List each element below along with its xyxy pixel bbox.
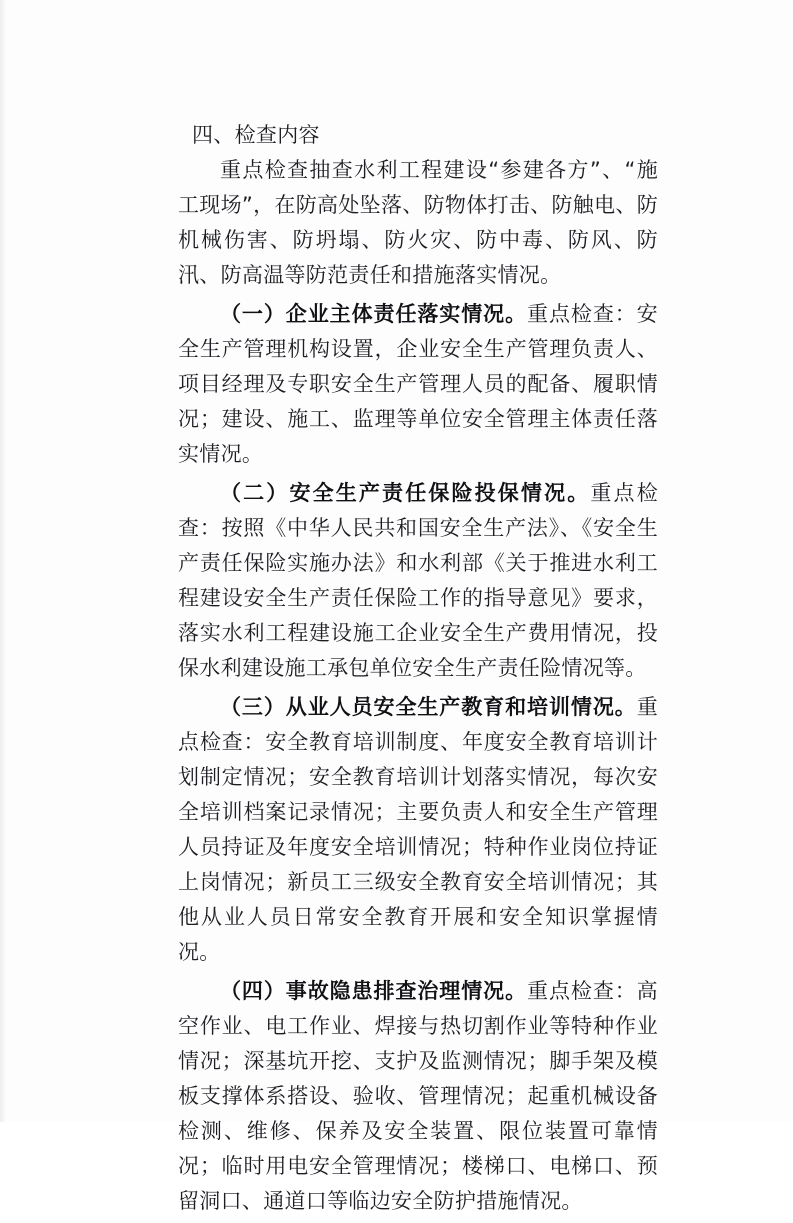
section-1-paragraph: [178, 297, 658, 472]
intro-paragraph: 重点检查抽查水利工程建设“参建各方”、“施工现场”，在防高处坠落、防物体打击、防触电、防机械伤害、防坍塌、防火灾、防中毒、防风、防汛、防高温等防范责任和措施落实情况。: [178, 158, 658, 287]
section-heading: 四、检查内容: [192, 123, 320, 147]
section-2-title: （二）安全生产责任保险投保情况。: [220, 481, 591, 505]
section-2-body: 重点检查：按照《中华人民共和国安全生产法》、《安全生产责任保险实施办法》和水利部《关于推进水利工程建设安全生产责任保险工作的指导意见》要求，落实水利工程建设施工企业安全生产费用情况，投保水利建设施工承包单位安全生产责任险情况等。: [178, 481, 658, 680]
section-2-paragraph: [178, 476, 658, 686]
section-3-body: 重点检查：安全教育培训制度、年度安全教育培训计划制定情况；安全教育培训计划落实情况，每次安全培训档案记录情况；主要负责人和安全生产管理人员持证及年度安全培训情况；特种作业岗位持证上岗情况；新员工三级安全教育安全培训情况；其他从业人员日常安全教育开展和安全知识掌握情况。: [178, 695, 658, 964]
section-1-title: （一）企业主体责任落实情况。: [220, 302, 528, 326]
document-body: [178, 118, 658, 1223]
section-4-paragraph: [178, 974, 658, 1219]
section-3-paragraph: [178, 690, 658, 970]
section-4-title: （四）事故隐患排查治理情况。: [220, 979, 528, 1003]
section-1-body: 重点检查：安全生产管理机构设置，企业安全生产管理负责人、项目经理及专职安全生产管理人员的配备、履职情况；建设、施工、监理等单位安全管理主体责任落实情况。: [178, 302, 658, 466]
scan-edge-shadow: [0, 0, 6, 1122]
section-4-body: 重点检查：高空作业、电工作业、焊接与热切割作业等特种作业情况；深基坑开挖、支护及监测情况；脚手架及模板支撑体系搭设、验收、管理情况；起重机械设备检测、维修、保养及安全装置、限位装置可靠情况；临时用电安全管理情况；楼梯口、电梯口、预留洞口、通道口等临边安全防护措施情况。: [178, 979, 658, 1213]
section-3-title: （三）从业人员安全生产教育和培训情况。: [220, 695, 637, 719]
